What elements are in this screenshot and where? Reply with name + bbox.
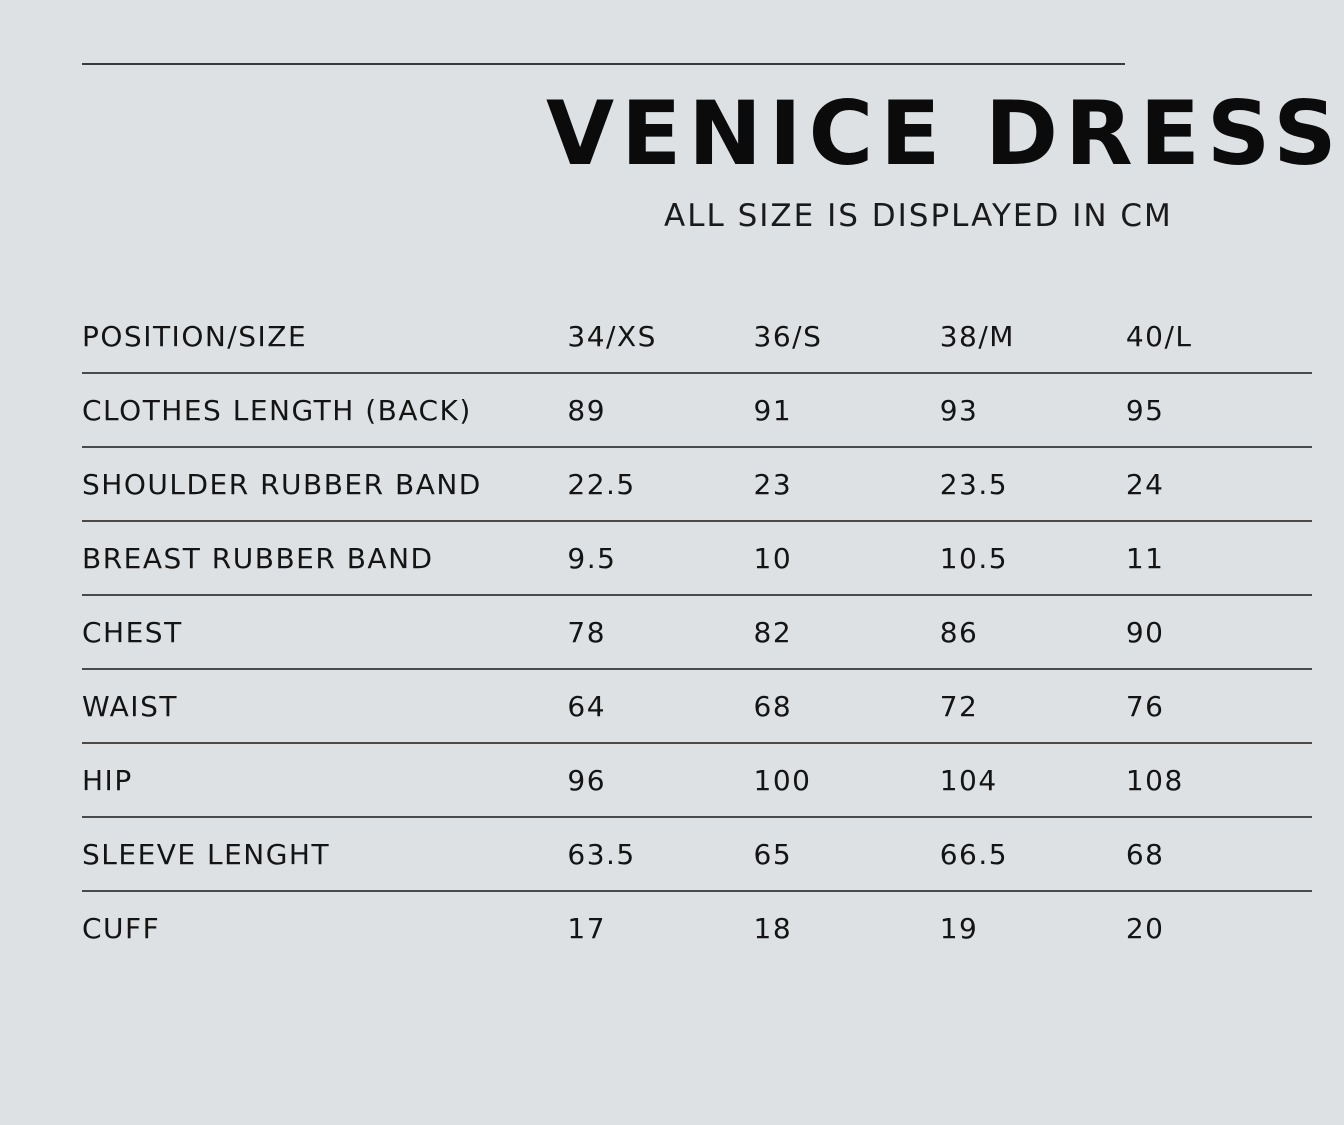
table-row [82, 891, 1312, 964]
table-cell: 63.5 [567, 817, 753, 891]
row-label: SLEEVE LENGHT [82, 817, 567, 891]
table-cell: 95 [1126, 373, 1312, 447]
row-label: HIP [82, 743, 567, 817]
header-position-size: POSITION/SIZE [82, 300, 567, 373]
header-size-l: 40/L [1126, 300, 1312, 373]
table-row [82, 669, 1312, 743]
table-cell: 11 [1126, 521, 1312, 595]
table-cell: 104 [940, 743, 1126, 817]
row-label: CHEST [82, 595, 567, 669]
table-cell: 23 [754, 447, 940, 521]
table-cell: 10 [754, 521, 940, 595]
table-cell: 68 [1126, 817, 1312, 891]
table-cell: 19 [939, 911, 979, 945]
header-size-xs: 34/XS [567, 300, 753, 373]
table-cell: 82 [754, 595, 940, 669]
row-label: BREAST RUBBER BAND [82, 521, 567, 595]
table-cell: 93 [940, 373, 1126, 447]
header-size-s: 36/S [754, 300, 940, 373]
top-divider [82, 63, 1125, 65]
table-cell: 17 [567, 911, 607, 945]
table-row [82, 595, 1312, 669]
table-row [82, 447, 1312, 521]
row-label: WAIST [82, 669, 567, 743]
table-row [82, 817, 1312, 891]
table-cell: 65 [754, 817, 940, 891]
units-note: ALL SIZE IS DISPLAYED IN CM [664, 198, 1173, 234]
table-cell: 64 [567, 669, 753, 743]
table-cell: 23.5 [940, 447, 1126, 521]
table-cell: 96 [567, 743, 753, 817]
table-cell: 20 [1125, 911, 1165, 945]
table-cell: 76 [1126, 669, 1312, 743]
row-label: CUFF [82, 911, 161, 945]
table-cell: 108 [1126, 743, 1312, 817]
table-row [82, 521, 1312, 595]
table-cell: 91 [754, 373, 940, 447]
table-row [82, 373, 1312, 447]
table-row [82, 743, 1312, 817]
table-cell: 78 [567, 595, 753, 669]
header-size-m: 38/M [940, 300, 1126, 373]
table-cell: 68 [754, 669, 940, 743]
row-label: CLOTHES LENGTH (BACK) [82, 373, 567, 447]
table-header-row [82, 300, 1312, 373]
page-title: VENICE DRESS [546, 82, 1344, 185]
table-cell: 18 [753, 911, 793, 945]
table-cell: 100 [754, 743, 940, 817]
size-table [82, 300, 1312, 964]
table-cell: 86 [940, 595, 1126, 669]
table-cell: 22.5 [567, 447, 753, 521]
table-cell: 90 [1126, 595, 1312, 669]
table-cell: 89 [567, 373, 753, 447]
table-cell: 9.5 [567, 521, 753, 595]
row-label: SHOULDER RUBBER BAND [82, 447, 567, 521]
table-cell: 10.5 [940, 521, 1126, 595]
table-cell: 24 [1126, 447, 1312, 521]
table-cell: 66.5 [940, 817, 1126, 891]
table-cell: 72 [940, 669, 1126, 743]
